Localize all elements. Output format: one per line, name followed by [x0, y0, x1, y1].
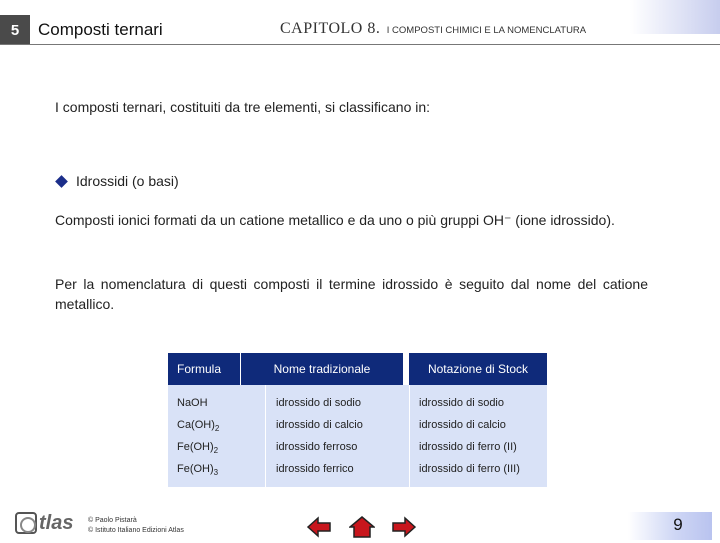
cell-formula: $Fe(OH)_3$	[177, 463, 219, 477]
cell-traditional: idrossido di sodio	[276, 397, 361, 409]
page-number: 9	[673, 515, 683, 534]
cell-traditional: idrossido ferrico	[276, 463, 354, 475]
header-corner-gradient	[630, 0, 720, 34]
section-number: 5	[10, 21, 20, 39]
table-header	[168, 353, 547, 385]
table-header-traditional: Nome tradizionale	[241, 353, 403, 385]
table-header-stock: Notazione di Stock	[409, 353, 547, 385]
cell-stock: idrossido di ferro (II)	[419, 441, 517, 453]
cell-traditional: idrossido ferroso	[276, 441, 358, 453]
cell-formula: $Fe(OH)_2$	[177, 441, 219, 455]
chapter-header	[280, 20, 586, 38]
cell-stock: idrossido di sodio	[419, 397, 504, 409]
definition-paragraph: Composti ionici formati da un catione metallico e da uno o più gruppi OH⁻ (ione idrossido).	[55, 212, 615, 228]
cell-stock: idrossido di calcio	[419, 419, 506, 431]
table-row	[168, 461, 547, 481]
nomenclature-paragraph: Per la nomenclatura di questi composti il termine idrossido è seguito dal nome del catione metallico.	[55, 276, 648, 312]
section-title: Composti ternari	[38, 20, 163, 39]
cell-formula: $Ca(OH)_2$	[177, 419, 220, 433]
page-number-badge	[628, 512, 712, 540]
intro-suffix: , costituiti da tre elementi, si classificano in:	[162, 99, 431, 115]
credit-publisher: © Istituto Italiano Edizioni Atlas	[88, 527, 184, 534]
chapter-title: CAPITOLO 8.	[280, 20, 381, 37]
arrow-left-icon	[306, 516, 332, 538]
previous-page-button[interactable]	[306, 516, 332, 538]
bullet-label: Idrossidi (o basi)	[76, 173, 179, 189]
atlas-logo-mark-icon	[15, 512, 37, 534]
credit-author: © Paolo Pistarà	[88, 517, 137, 524]
credits	[88, 516, 184, 536]
next-page-button[interactable]	[391, 516, 417, 538]
intro-prefix: I	[55, 99, 63, 115]
cell-formula: NaOH	[177, 397, 208, 409]
section-number-badge	[0, 15, 30, 45]
header-divider	[0, 44, 720, 45]
atlas-logo-text: tlas	[39, 511, 74, 534]
table-header-formula: Formula	[168, 353, 240, 385]
hydroxides-table	[168, 353, 547, 487]
home-icon	[349, 516, 375, 538]
home-button[interactable]	[349, 516, 375, 538]
atlas-logo	[15, 508, 77, 538]
table-row	[168, 417, 547, 437]
cell-stock: idrossido di ferro (III)	[419, 463, 520, 475]
cell-traditional: idrossido di calcio	[276, 419, 363, 431]
diamond-bullet-icon	[55, 175, 68, 188]
intro-bold: composti ternari	[62, 99, 163, 115]
chapter-subtitle: I COMPOSTI CHIMICI E LA NOMENCLATURA	[386, 25, 587, 36]
intro-sentence	[55, 99, 430, 115]
bullet-item	[55, 173, 179, 189]
table-row	[168, 395, 547, 415]
table-row	[168, 439, 547, 459]
arrow-right-icon	[391, 516, 417, 538]
